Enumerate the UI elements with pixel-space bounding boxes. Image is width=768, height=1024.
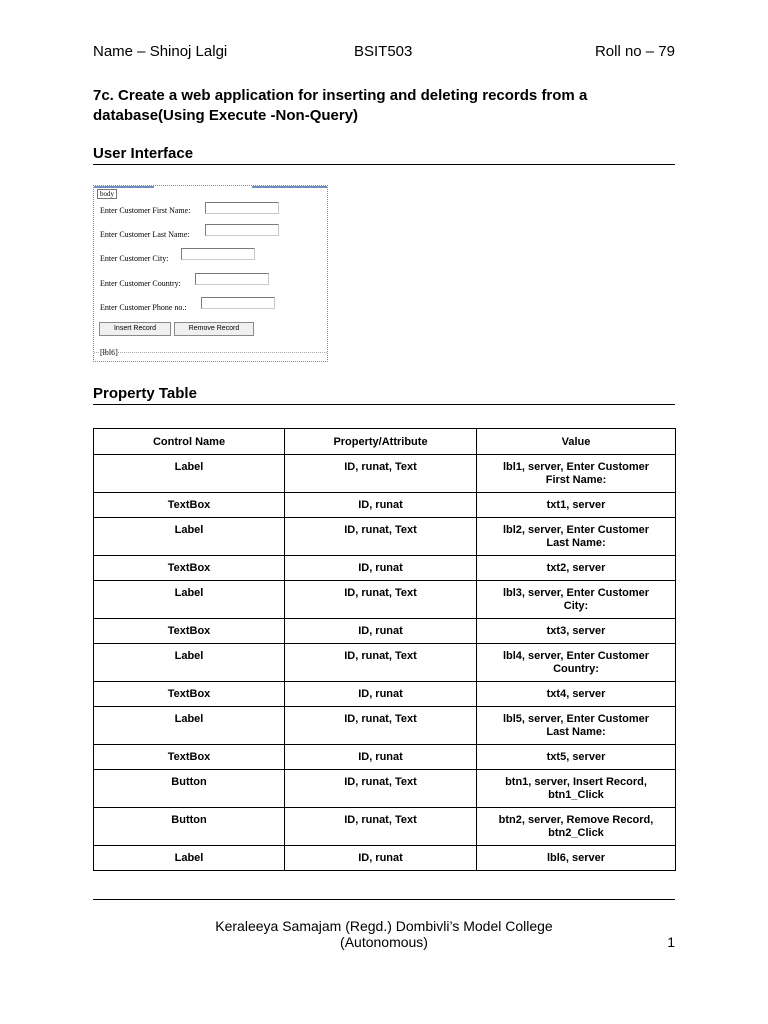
header-value: Value bbox=[477, 429, 676, 455]
textbox-first-name[interactable] bbox=[205, 202, 279, 214]
textbox-country[interactable] bbox=[195, 273, 269, 285]
table-row bbox=[94, 745, 676, 770]
cell-control: Label bbox=[94, 518, 285, 556]
header-property: Property/Attribute bbox=[285, 429, 477, 455]
body-tag: body bbox=[97, 189, 117, 199]
cell-value: lbl4, server, Enter Customer Country: bbox=[477, 644, 676, 682]
cell-value: txt4, server bbox=[477, 682, 676, 707]
cell-control: Button bbox=[94, 770, 285, 808]
cell-control: TextBox bbox=[94, 493, 285, 518]
table-row bbox=[94, 619, 676, 644]
footer-rule bbox=[93, 899, 675, 900]
table-row bbox=[94, 846, 676, 871]
table-row bbox=[94, 556, 676, 581]
cell-control: TextBox bbox=[94, 619, 285, 644]
cell-value: lbl1, server, Enter Customer First Name: bbox=[477, 455, 676, 493]
student-name: Name – Shinoj Lalgi bbox=[93, 43, 228, 60]
header-control-name: Control Name bbox=[94, 429, 285, 455]
cell-value: txt5, server bbox=[477, 745, 676, 770]
course-code: BSIT503 bbox=[354, 43, 413, 60]
cell-value: lbl3, server, Enter Customer City: bbox=[477, 581, 676, 619]
college-name: Keraleeya Samajam (Regd.) Dombivli’s Model College bbox=[215, 918, 553, 934]
cell-control: TextBox bbox=[94, 745, 285, 770]
designer-bottom-rule bbox=[94, 352, 327, 353]
section-heading-property: Property Table bbox=[93, 385, 675, 405]
cell-property: ID, runat bbox=[285, 619, 477, 644]
cell-property: ID, runat bbox=[285, 682, 477, 707]
cell-value: lbl5, server, Enter Customer Last Name: bbox=[477, 707, 676, 745]
designer-tab-strip bbox=[94, 186, 327, 189]
cell-value: txt3, server bbox=[477, 619, 676, 644]
table-row bbox=[94, 770, 676, 808]
practical-title bbox=[93, 86, 675, 126]
cell-control: Label bbox=[94, 581, 285, 619]
table-row bbox=[94, 581, 676, 619]
cell-value: lbl6, server bbox=[477, 846, 676, 871]
cell-property: ID, runat, Text bbox=[285, 581, 477, 619]
table-row bbox=[94, 682, 676, 707]
cell-control: TextBox bbox=[94, 556, 285, 581]
cell-control: Label bbox=[94, 846, 285, 871]
cell-control: Label bbox=[94, 455, 285, 493]
table-row bbox=[94, 707, 676, 745]
cell-property: ID, runat bbox=[285, 556, 477, 581]
cell-property: ID, runat bbox=[285, 846, 477, 871]
textbox-last-name[interactable] bbox=[205, 224, 279, 236]
title-line-1: 7c. Create a web application for inserting and deleting records from a bbox=[93, 87, 588, 104]
cell-value: btn2, server, Remove Record, btn2_Click bbox=[477, 808, 676, 846]
cell-property: ID, runat bbox=[285, 745, 477, 770]
label-last-name: Enter Customer Last Name: bbox=[100, 230, 190, 239]
cell-control: TextBox bbox=[94, 682, 285, 707]
roll-number: Roll no – 79 bbox=[594, 43, 675, 60]
cell-value: lbl2, server, Enter Customer Last Name: bbox=[477, 518, 676, 556]
cell-property: ID, runat bbox=[285, 493, 477, 518]
page-number: 1 bbox=[667, 934, 675, 950]
label-country: Enter Customer Country: bbox=[100, 279, 181, 288]
table-row bbox=[94, 493, 676, 518]
section-heading-ui: User Interface bbox=[93, 145, 675, 165]
textbox-city[interactable] bbox=[181, 248, 255, 260]
cell-property: ID, runat, Text bbox=[285, 644, 477, 682]
cell-control: Label bbox=[94, 707, 285, 745]
cell-value: txt2, server bbox=[477, 556, 676, 581]
cell-property: ID, runat, Text bbox=[285, 808, 477, 846]
label-lbl6: [lbl6] bbox=[100, 348, 118, 357]
cell-property: ID, runat, Text bbox=[285, 455, 477, 493]
label-first-name: Enter Customer First Name: bbox=[100, 206, 191, 215]
page-header bbox=[93, 43, 675, 63]
table-row bbox=[94, 455, 676, 493]
page-footer bbox=[93, 918, 675, 950]
cell-property: ID, runat, Text bbox=[285, 770, 477, 808]
cell-control: Button bbox=[94, 808, 285, 846]
cell-property: ID, runat, Text bbox=[285, 707, 477, 745]
label-city: Enter Customer City: bbox=[100, 254, 169, 263]
college-status: (Autonomous) bbox=[340, 934, 428, 950]
table-row bbox=[94, 808, 676, 846]
table-header-row bbox=[94, 429, 676, 455]
textbox-phone[interactable] bbox=[201, 297, 275, 309]
cell-value: btn1, server, Insert Record, btn1_Click bbox=[477, 770, 676, 808]
table-row bbox=[94, 518, 676, 556]
property-table bbox=[93, 428, 676, 871]
title-line-2: database(Using Execute -Non-Query) bbox=[93, 107, 359, 124]
insert-record-button[interactable]: Insert Record bbox=[99, 322, 171, 336]
cell-property: ID, runat, Text bbox=[285, 518, 477, 556]
cell-control: Label bbox=[94, 644, 285, 682]
designer-screenshot bbox=[93, 185, 328, 362]
label-phone: Enter Customer Phone no.: bbox=[100, 303, 187, 312]
cell-value: txt1, server bbox=[477, 493, 676, 518]
table-row bbox=[94, 644, 676, 682]
remove-record-button[interactable]: Remove Record bbox=[174, 322, 254, 336]
